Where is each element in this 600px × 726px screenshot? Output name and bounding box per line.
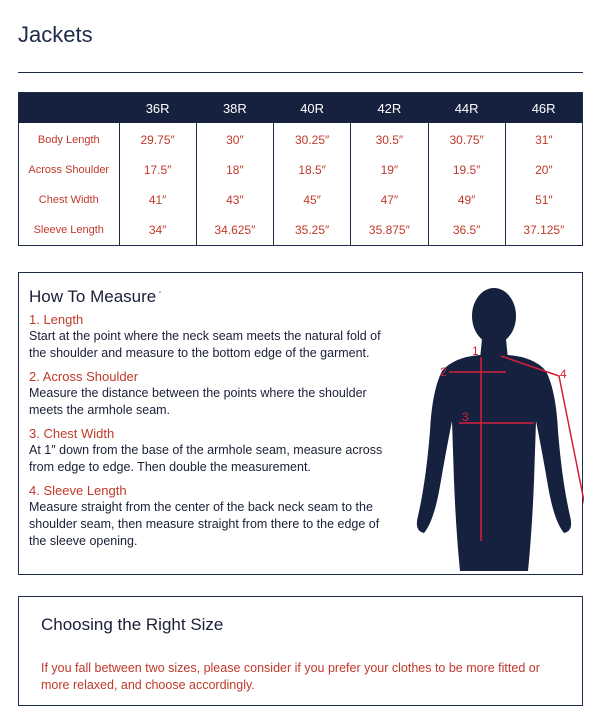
step-across-shoulder <box>29 368 389 419</box>
table-cell: 51″ <box>535 193 553 207</box>
figure-label-3: 3 <box>462 410 469 424</box>
step-title: 1. Length <box>29 312 84 327</box>
column-header-44r: 44R <box>428 93 505 124</box>
column-header-empty <box>19 93 120 124</box>
table-cell: 41″ <box>119 185 196 215</box>
title-divider <box>18 72 583 73</box>
column-header-38r: 38R <box>196 93 273 124</box>
step-title: 4. Sleeve Length <box>29 483 127 498</box>
table-header-row <box>19 93 583 124</box>
table-cell: 29.75″ <box>119 123 196 155</box>
table-cell: 34.625″ <box>196 215 273 246</box>
tick-mark: - <box>158 287 162 298</box>
choosing-size-heading: Choosing the Right Size <box>41 615 224 634</box>
column-header-36r: 36R <box>119 93 196 124</box>
how-to-measure-heading: How To Measure - <box>29 287 162 306</box>
step-text: Measure straight from the center of the back neck seam to the shoulder seam, then measure straight from there to the edge of the sleeve opening. <box>29 500 380 548</box>
table-cell: 19.5″ <box>428 155 505 185</box>
row-label: Body Length <box>19 123 120 155</box>
step-title: 2. Across Shoulder <box>29 369 139 384</box>
table-row-chest-width <box>19 185 583 215</box>
row-label: Sleeve Length <box>19 215 120 246</box>
table-cell: 34″ <box>119 215 196 246</box>
step-text: Start at the point where the neck seam meets the natural fold of the shoulder and measure to the bottom edge of the garment. <box>29 329 381 360</box>
step-title: 3. Chest Width <box>29 426 115 441</box>
table-cell: 20″ <box>535 163 553 177</box>
row-label: Chest Width <box>19 185 120 215</box>
table-cell: 37.125″ <box>523 223 565 237</box>
table-cell: 30.25″ <box>274 123 351 155</box>
measure-steps <box>29 311 389 556</box>
table-cell: 35.875″ <box>351 215 428 246</box>
table-cell: 30″ <box>196 123 273 155</box>
step-text: At 1″ down from the base of the armhole seam, measure across from edge to edge. Then double the measurement. <box>29 443 383 474</box>
table-row-across-shoulder <box>19 155 583 185</box>
how-to-measure-panel <box>18 272 583 575</box>
row-label: Across Shoulder <box>19 155 120 185</box>
page-title: Jackets <box>18 22 93 47</box>
table-cell: 18″ <box>196 155 273 185</box>
figure-label-2: 2 <box>440 365 447 379</box>
table-cell: 31″ <box>535 133 553 147</box>
table-row-body-length <box>19 123 583 155</box>
table-cell: 43″ <box>196 185 273 215</box>
choosing-size-text: If you fall between two sizes, please consider if you prefer your clothes to be more fitted or more relaxed, and choose accordingly. <box>41 660 540 692</box>
table-cell: 19″ <box>351 155 428 185</box>
table-cell: 35.25″ <box>274 215 351 246</box>
step-length <box>29 311 389 362</box>
choosing-size-panel <box>18 596 583 706</box>
body-silhouette <box>417 288 571 571</box>
figure-label-1: 1 <box>472 344 479 358</box>
figure-label-4: 4 <box>560 367 567 381</box>
step-text: Measure the distance between the points where the shoulder meets the armhole seam. <box>29 386 367 417</box>
measurement-figure <box>404 281 584 571</box>
table-cell: 17.5″ <box>119 155 196 185</box>
column-header-42r: 42R <box>351 93 428 124</box>
table-cell: 47″ <box>351 185 428 215</box>
table-cell: 30.5″ <box>351 123 428 155</box>
size-chart-table <box>18 92 583 246</box>
table-cell: 30.75″ <box>428 123 505 155</box>
table-cell: 45″ <box>274 185 351 215</box>
table-cell: 36.5″ <box>428 215 505 246</box>
table-row-sleeve-length <box>19 215 583 246</box>
step-sleeve-length <box>29 482 389 550</box>
table-cell: 18.5″ <box>274 155 351 185</box>
table-cell: 49″ <box>428 185 505 215</box>
column-header-40r: 40R <box>274 93 351 124</box>
step-chest-width <box>29 425 389 476</box>
column-header-46r: 46R <box>505 93 582 124</box>
